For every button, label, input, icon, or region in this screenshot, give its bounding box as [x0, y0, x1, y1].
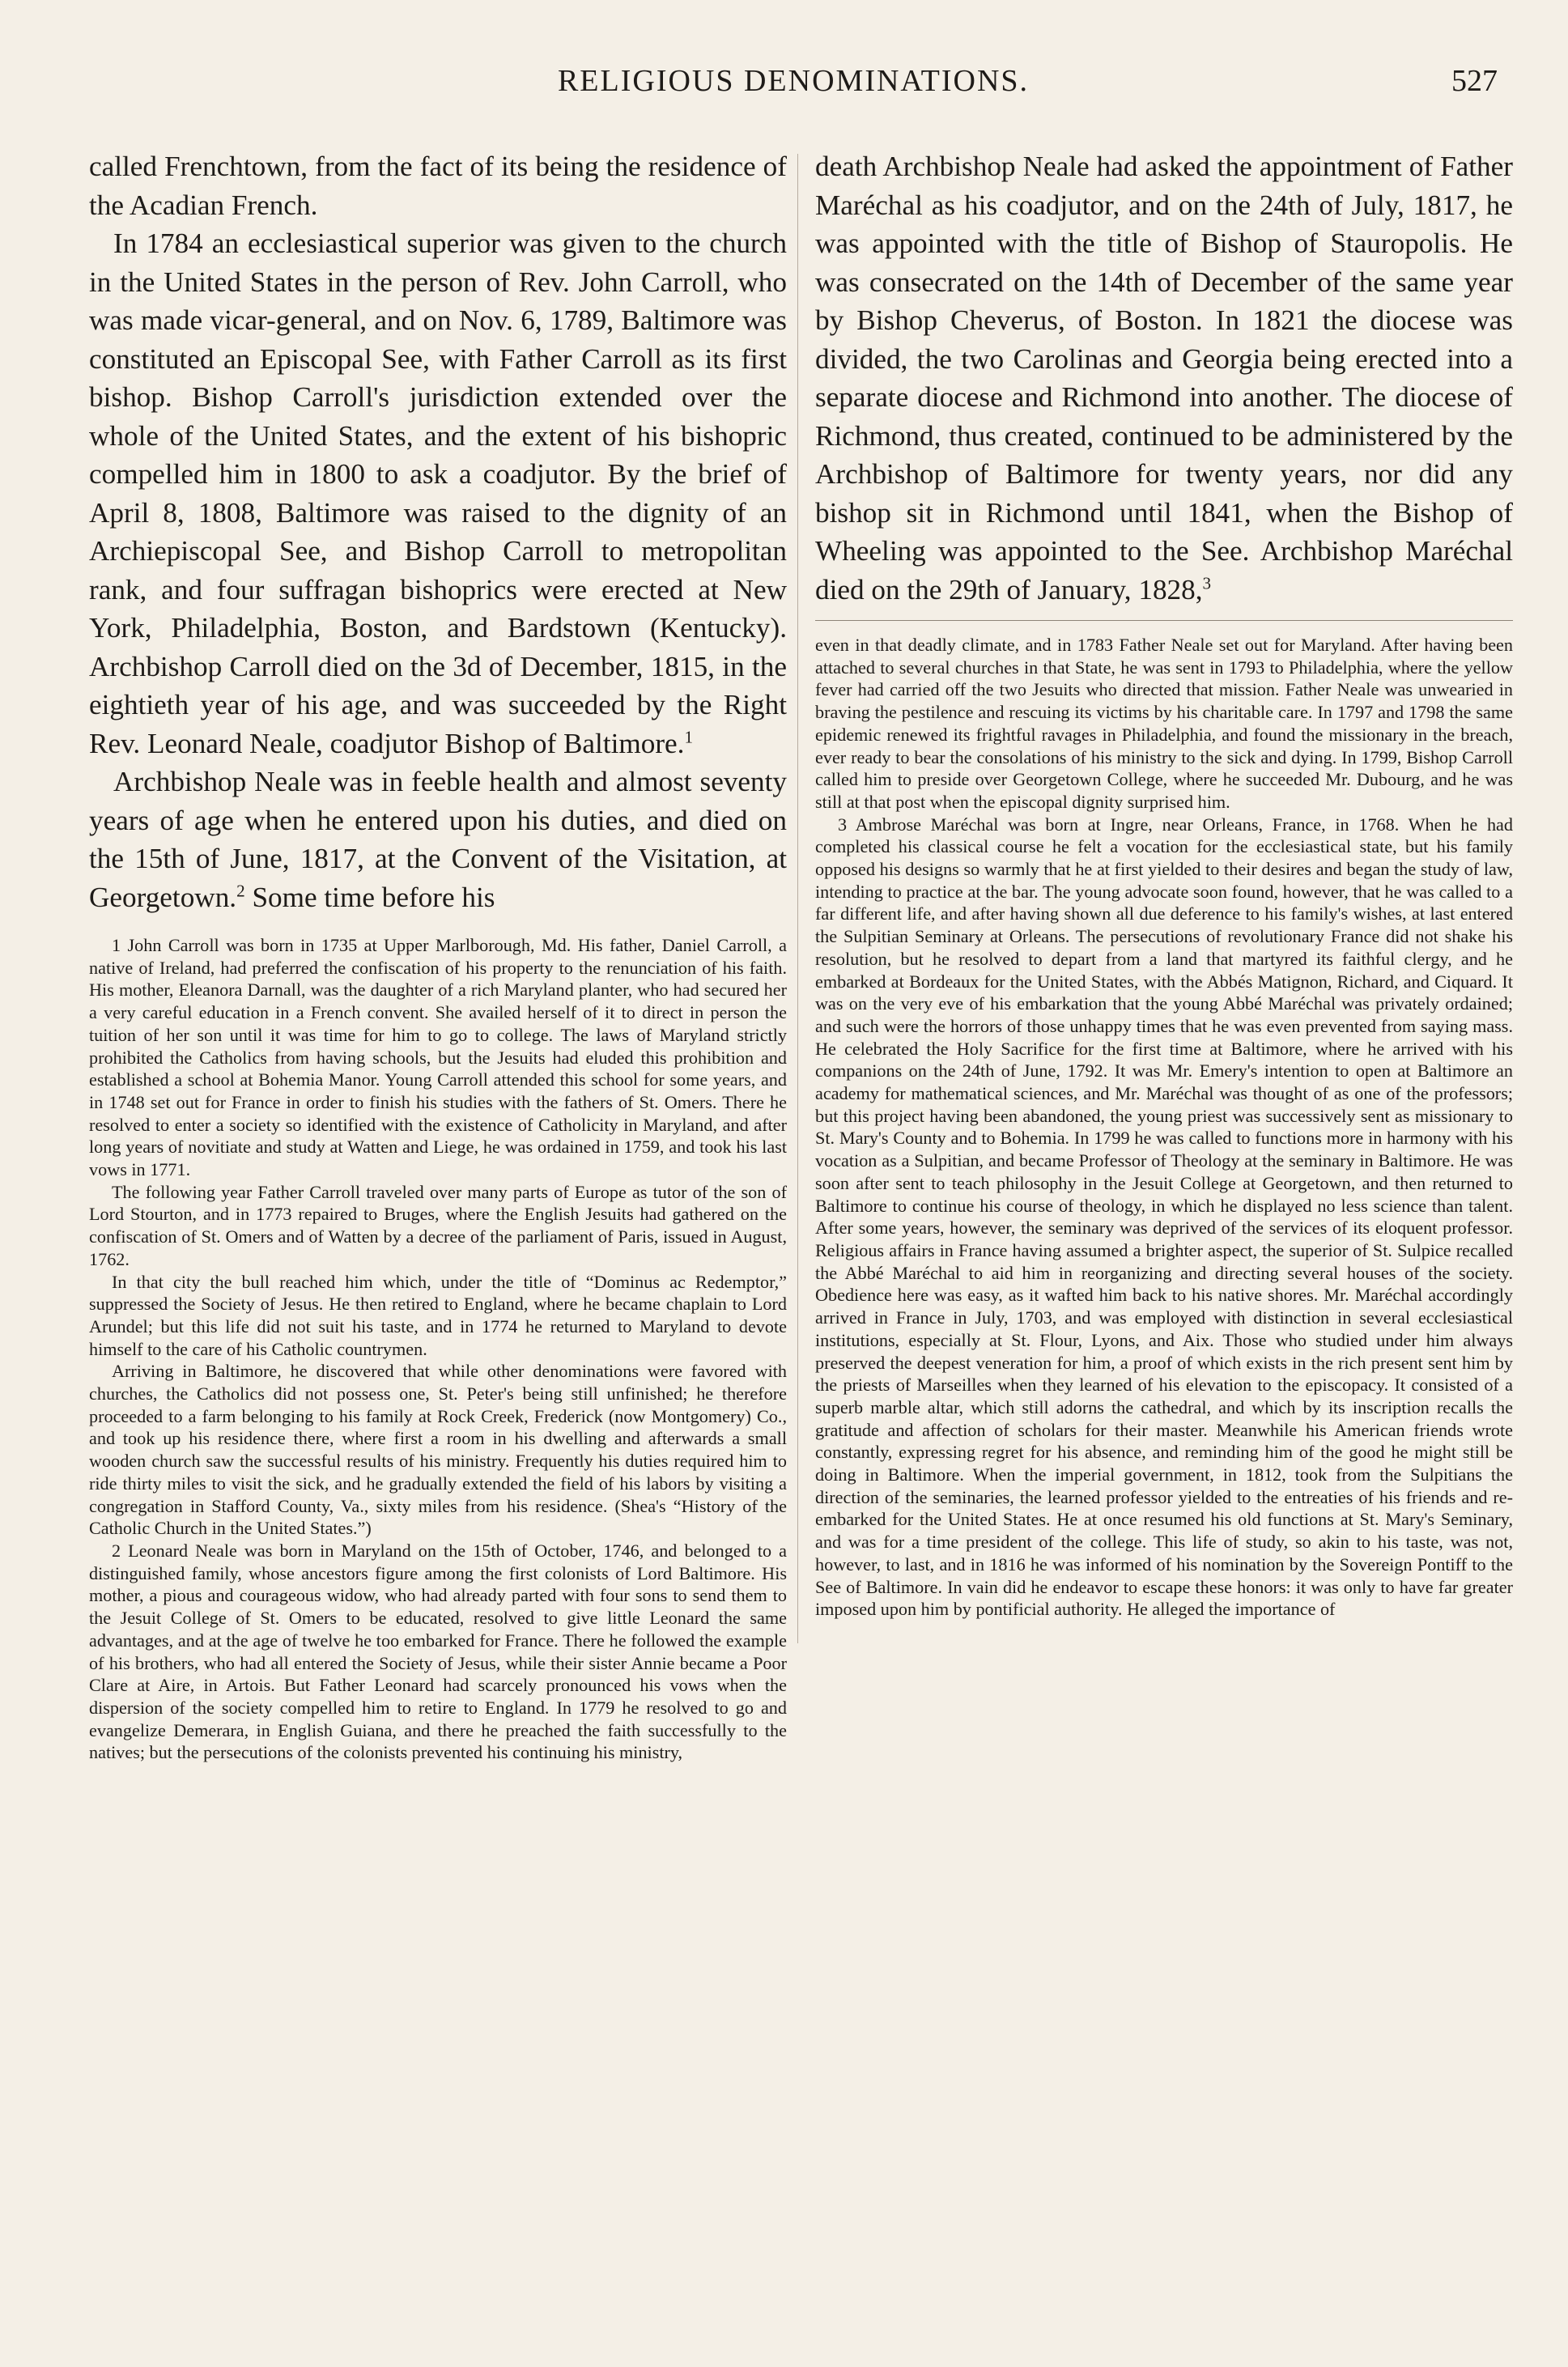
footnote: 1 John Carroll was born in 1735 at Upper Marlborough, Md. His father, Daniel Carroll, a native of Ireland, had preferred the confiscation of his property to the renunciation of his faith. His mother, Eleanora Darnall, was the daughter of a rich Maryland planter, who had secured her a very careful education in a French convent. She availed herself of it to direct in person the tuition of her son until it was time for him to go to college. The laws of Maryland strictly prohibited the Catholics from having schools, but the Jesuits had eluded this prohibition and established a school at Bohemia Manor. Young Carroll attended this school for some years, and in 1748 set out for France in order to finish his studies with the fathers of St. Omers. There he resolved to enter a society so identified with the existence of Catholicity in Maryland, and after long years of novitiate and study at Watten and Liege, he was ordained in 1759, and took his last vows in 1771. [89, 935, 787, 1180]
paragraph-text: Some time before his [252, 881, 495, 913]
paragraph [89, 224, 787, 763]
footnote-ref: 1 [684, 726, 694, 746]
left-body-text [89, 147, 787, 916]
footnote-ref: 3 [1202, 572, 1212, 593]
paragraph-text: called Frenchtown, from the fact of its being the residence of the Acadian French. [89, 151, 787, 221]
footnote-rule [815, 620, 1513, 621]
right-column [815, 147, 1513, 1621]
page-number: 527 [1451, 64, 1498, 98]
right-body-text [815, 147, 1513, 609]
footnote: even in that deadly climate, and in 1783 Father Neale set out for Maryland. After having been attached to several churches in that State, he was sent in 1793 to Philadelphia, where the yellow fever had carried off the two Jesuits who directed that mission. Father Neale was unwearied in braving the pestilence and rescuing its victims by his charitable care. In 1797 and 1798 the same epidemic renewed its frightful ravages in Philadelphia, and found the missionary in the breach, ever ready to bear the consolations of his ministry to the sick and dying. In 1799, Bishop Carroll called him to preside over Georgetown College, where he succeeded Mr. Dubourg, and he was still at that post when the episcopal dignity surprised him. [815, 635, 1513, 812]
paragraph-text: Archbishop Neale was in feeble health and almost seventy years of age when he entered upon his duties, and died on the 15th of June, 1817, at the Convent of the Visitation, at Georgetown. [89, 766, 787, 913]
footnote: The following year Father Carroll traveled over many parts of Europe as tutor of the son of Lord Stourton, and in 1773 repaired to Bruges, where the English Jesuits had gathered on the confiscation of St. Omers and of Watten by a decree of the parliament of Paris, issued in August, 1762. [89, 1181, 787, 1269]
paragraph [815, 147, 1513, 609]
footnote: Arriving in Baltimore, he discovered that while other denominations were favored with churches, the Catholics did not possess one, St. Peter's being still unfinished; he therefore proceeded to a farm belonging to his family at Rock Creek, Frederick (now Montgomery) Co., and took up his residence there, where first a room in his dwelling and afterwards a small wooden church saw the successful results of his ministry. Frequently his duties required him to ride thirty miles to visit the sick, and he gradually extended the field of his labors by visiting a congregation in Stafford County, Va., sixty miles from his residence. (Shea's “History of the Catholic Church in the United States.”) [89, 1361, 787, 1539]
paragraph-text: In 1784 an ecclesiastical superior was given to the church in the United States in the person of Rev. John Carroll, who was made vicar-general, and on Nov. 6, 1789, Baltimore was constituted an Episcopal See, with Father Carroll as its first bishop. Bishop Carroll's jurisdiction extended over the whole of the United States, and the extent of his bishopric compelled him in 1800 to ask a coadjutor. By the brief of April 8, 1808, Baltimore was raised to the dignity of an Archiepiscopal See, and Bishop Carroll to metropolitan rank, and four suffragan bishoprics were erected at New York, Philadelphia, Boston, and Bardstown (Kentucky). Archbishop Carroll died on the 3d of December, 1815, in the eightieth year of his age, and was succeeded by the Right Rev. Leonard Neale, coadjutor Bishop of Baltimore. [89, 227, 787, 759]
running-title: RELIGIOUS DENOMINATIONS. [557, 64, 1030, 98]
paragraph [89, 147, 787, 224]
footnote: 2 Leonard Neale was born in Maryland on the 15th of October, 1746, and belonged to a distinguished family, whose ancestors figure among the first colonists of Lord Baltimore. His mother, a pious and courageous widow, who had already parted with four sons to send them to the Jesuit College of St. Omers to be educated, resolved to give little Leonard the same advantages, and at the age of twelve he too embarked for France. There he followed the example of his brothers, who had all entered the Society of Jesus, while their sister Annie became a Poor Clare at Aire, in Artois. But Father Leonard had scarcely pronounced his vows when the dispersion of the society compelled him to retire to England. In 1779 he resolved to go and evangelize Demerara, in English Guiana, and there he preached the faith successfully to the natives; but the persecutions of the colonists prevented his continuing his ministry, [89, 1540, 787, 1763]
paragraph [89, 763, 787, 916]
left-footnotes [89, 934, 787, 1764]
footnote: 3 Ambrose Maréchal was born at Ingre, near Orleans, France, in 1768. When he had completed his classical course he felt a vocation for the ecclesiastical state, but his family opposed his designs so warmly that he at first yielded to their desires and began the study of law, intending to practice at the bar. The young advocate soon found, however, that he was called to a far different life, and after having shown all due deference to his family's wishes, at last entered the Sulpitian Seminary at Orleans. The persecutions of revolutionary France did not shake his resolution, but he resolved to depart from a land that martyred its faithful clergy, and he embarked at Bordeaux for the United States, with the Abbés Matignon, Richard, and Ciquard. It was on the very eve of his embarkation that the young Abbé Maréchal was privately ordained; and such were the horrors of those unhappy times that he was even prevented from saying mass. He celebrated the Holy Sacrifice for the first time at Baltimore, where he arrived with his companions on the 24th of June, 1792. It was Mr. Emery's intention to open at Baltimore an academy for mathematical sciences, and Mr. Maréchal was thought of as one of the professors; but this project having been abandoned, the young priest was successively sent as missionary to St. Mary's County and to Bohemia. In 1799 he was called to functions more in harmony with his vocation as a Sulpitian, and became Professor of Theology at the seminary in Baltimore. He was soon after sent to teach philosophy in the Jesuit College at Georgetown, and then returned to Baltimore to continue his course of theology, in which he displayed no less science than talent. After some years, however, the seminary was deprived of the services of its eloquent professor. Religious affairs in France having assumed a brighter aspect, the superior of St. Sulpice recalled the Abbé Maréchal to aid him in reorganizing and directing several houses of the society. Obedience here was easy, as it wafted him back to his native shores. Mr. Maréchal accordingly arrived in France in July, 1703, and was employed with distinction in several ecclesiastical institutions, especially at St. Flour, Lyons, and Aix. Those who studied under him always preserved the deepest veneration for him, a proof of which exists in the rich present sent him by the priests of Marseilles when they learned of his elevation to the episcopacy. It consisted of a superb marble altar, which still adorns the cathedral, and which by its inscription recalls the gratitude and affection of scholars for their master. Meanwhile his American friends wrote constantly, expressing regret for his absence, and reminding him of the good he might still be doing in Baltimore. When the imperial government, in 1812, took from the Sulpitians the direction of the seminaries, the learned professor yielded to the entreaties of his friends and re-embarked for the United States. He at once resumed his old functions at St. Mary's Seminary, and was for a time president of the college. This life of study, so akin to his taste, was not, however, to last, and in 1816 he was informed of his nomination by the Sovereign Pontiff to the See of Baltimore. In vain did he endeavor to escape these honors: it was only to have far greater imposed upon him by pontificial authority. He alleged the importance of [815, 814, 1513, 1620]
paragraph-text: death Archbishop Neale had asked the appointment of Father Maréchal as his coadjutor, and on the 24th of July, 1817, he was appointed with the title of Bishop of Stauropolis. He was consecrated on the 14th of December of the same year by Bishop Cheverus, of Boston. In 1821 the diocese was divided, the two Carolinas and Georgia being erected into a separate diocese and Richmond into another. The diocese of Richmond, thus created, continued to be administered by the Archbishop of Baltimore for twenty years, nor did any bishop sit in Richmond until 1841, when the Bishop of Wheeling was appointed to the See. Archbishop Maréchal died on the 29th of January, 1828, [815, 151, 1513, 606]
right-footnotes [815, 634, 1513, 1621]
column-divider [797, 154, 798, 1643]
footnote-ref: 2 [236, 880, 245, 900]
left-column [89, 147, 787, 1764]
footnote: In that city the bull reached him which, under the title of “Dominus ac Redemptor,” suppressed the Society of Jesus. He then retired to England, where he became chaplain to Lord Arundel; but this life did not suit his taste, and in 1774 he returned to Maryland to devote himself to the care of his Catholic countrymen. [89, 1271, 787, 1359]
running-head [89, 63, 1498, 112]
